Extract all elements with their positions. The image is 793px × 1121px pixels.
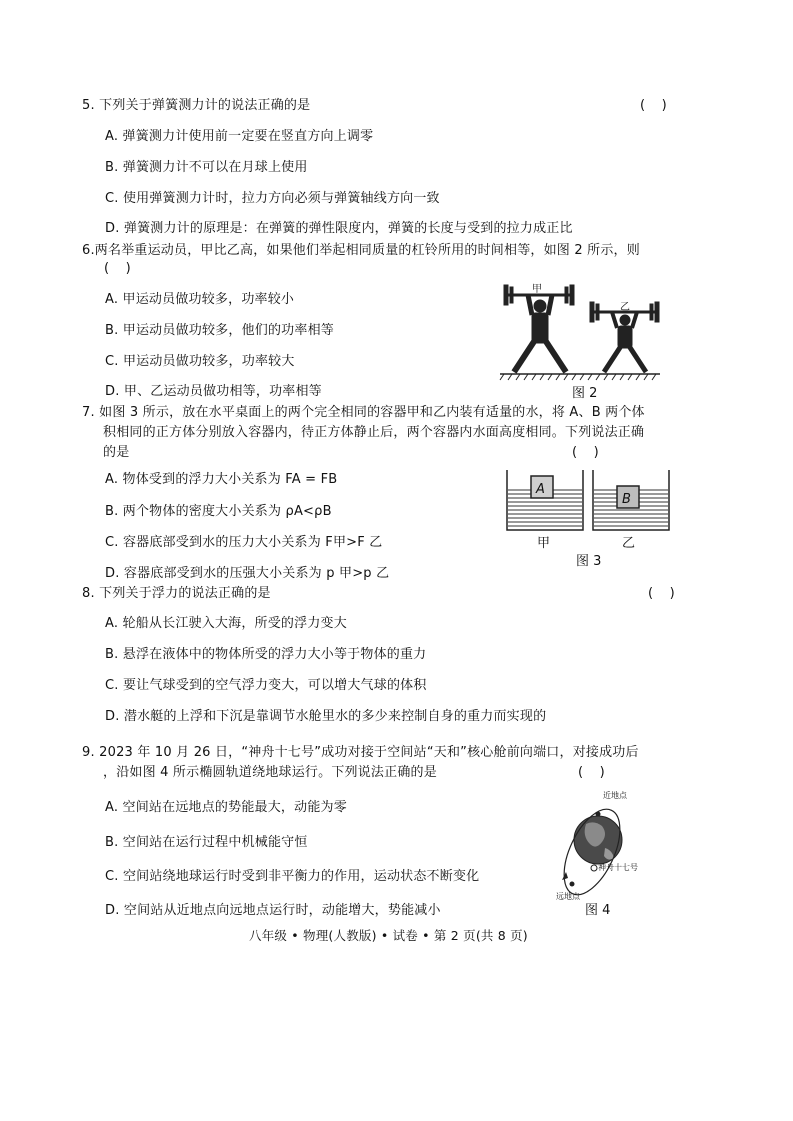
q6-option-c: C. 甲运动员做功较多，功率较大 — [105, 354, 295, 369]
q7-option-d: D. 容器底部受到水的压强大小关系为 p 甲>p 乙 — [105, 566, 390, 581]
figure-3-label-yi: 乙 — [622, 536, 636, 551]
figure-4-perigee-label: 近地点 — [603, 791, 627, 800]
q5-answer-paren: ( ) — [640, 98, 667, 113]
q5-option-a: A. 弹簧测力计使用前一定要在竖直方向上调零 — [105, 129, 374, 144]
q7-answer-paren: ( ) — [572, 445, 599, 460]
q7-option-b: B. 两个物体的密度大小关系为 ρA<ρB — [105, 504, 332, 519]
q7-option-a: A. 物体受到的浮力大小关系为 FA = FB — [105, 472, 338, 487]
q5-option-d: D. 弹簧测力计的原理是：在弹簧的弹性限度内，弹簧的长度与受到的拉力成正比 — [105, 221, 573, 236]
q6-stem: 6.两名举重运动员，甲比乙高，如果他们举起相同质量的杠铃所用的时间相等，如图 2 所示，则 — [82, 243, 640, 258]
q5-option-c: C. 使用弹簧测力计时，拉力方向必须与弹簧轴线方向一致 — [105, 191, 440, 206]
q9-stem-line-1: 9. 2023 年 10 月 26 日，“神舟十七号”成功对接于空间站“天和”核心舱前向端口，对接成功后 — [82, 745, 639, 760]
figure-4-craft-label: 神舟十七号 — [598, 863, 638, 872]
figure-2-caption: 图 2 — [572, 386, 598, 401]
q9-answer-paren: ( ) — [578, 765, 605, 780]
q7-option-c: C. 容器底部受到水的压力大小关系为 F甲>F 乙 — [105, 535, 383, 550]
page-footer: 八年级 • 物理(人教版) • 试卷 • 第 2 页(共 8 页) — [249, 928, 528, 943]
figure-2-weightlifters — [500, 280, 660, 380]
figure-4-caption: 图 4 — [585, 903, 611, 918]
figure-3-block-a: A — [536, 482, 545, 497]
q6-answer-paren: ( ) — [104, 261, 131, 276]
q9-option-c: C. 空间站绕地球运行时受到非平衡力的作用，运动状态不断变化 — [105, 869, 480, 884]
figure-3-block-b: B — [622, 492, 631, 507]
figure-4-apogee-label: 远地点 — [556, 892, 580, 901]
figure-3-containers — [505, 468, 670, 533]
q8-option-b: B. 悬浮在液体中的物体所受的浮力大小等于物体的重力 — [105, 647, 427, 662]
q6-option-a: A. 甲运动员做功较多，功率较小 — [105, 292, 295, 307]
q9-option-a: A. 空间站在远地点的势能最大，动能为零 — [105, 800, 347, 815]
q6-option-b: B. 甲运动员做功较多，他们的功率相等 — [105, 323, 334, 338]
figure-3-caption: 图 3 — [576, 554, 602, 569]
q9-option-d: D. 空间站从近地点向远地点运行时，动能增大，势能减小 — [105, 903, 441, 918]
q9-option-b: B. 空间站在运行过程中机械能守恒 — [105, 835, 308, 850]
q6-option-d: D. 甲、乙运动员做功相等，功率相等 — [105, 384, 322, 399]
q8-option-a: A. 轮船从长江驶入大海，所受的浮力变大 — [105, 616, 347, 631]
q8-option-d: D. 潜水艇的上浮和下沉是靠调节水舱里水的多少来控制自身的重力而实现的 — [105, 709, 547, 724]
q7-stem-line-2: 积相同的正方体分别放入容器内，待正方体静止后，两个容器内水面高度相同。下列说法正确 — [103, 425, 645, 440]
figure-4-orbit — [550, 792, 650, 902]
q7-stem-line-3: 的是 — [103, 445, 130, 460]
figure-2-label-jia: 甲 — [532, 284, 542, 295]
q9-stem-line-2: ，沿如图 4 所示椭圆轨道绕地球运行。下列说法正确的是 — [103, 765, 437, 780]
q8-option-c: C. 要让气球受到的空气浮力变大，可以增大气球的体积 — [105, 678, 427, 693]
q7-stem-line-1: 7. 如图 3 所示，放在水平桌面上的两个完全相同的容器甲和乙内装有适量的水，将 A、B 两个体 — [82, 405, 645, 420]
q8-answer-paren: ( ) — [648, 586, 675, 601]
q5-stem: 5. 下列关于弹簧测力计的说法正确的是 — [82, 98, 311, 113]
q5-option-b: B. 弹簧测力计不可以在月球上使用 — [105, 160, 308, 175]
q8-stem: 8. 下列关于浮力的说法正确的是 — [82, 586, 271, 601]
figure-2-label-yi: 乙 — [620, 302, 630, 313]
figure-3-label-jia: 甲 — [537, 536, 551, 551]
